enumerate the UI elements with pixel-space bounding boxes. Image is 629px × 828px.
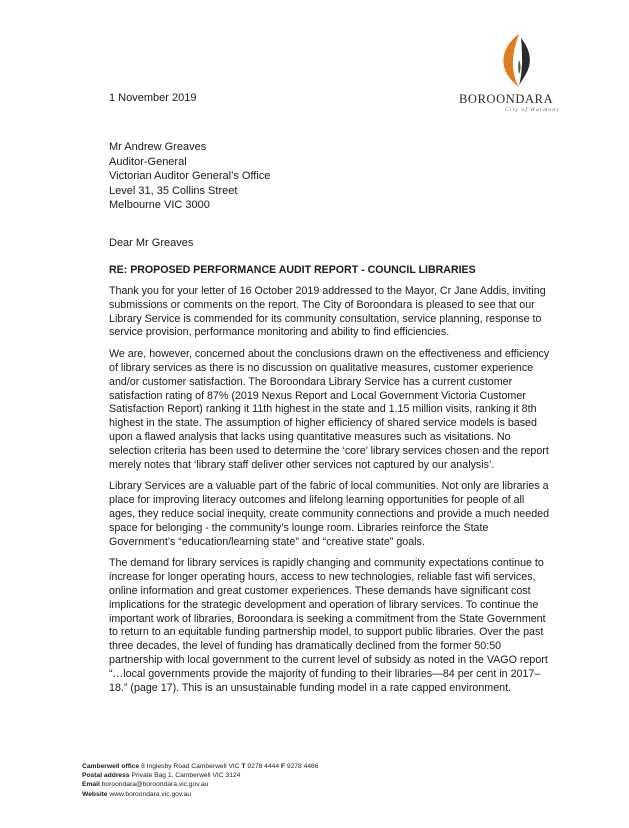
footer-email-link[interactable]: boroondara@boroondara.vic.gov.au xyxy=(101,781,209,789)
recipient-organisation: Victorian Auditor General’s Office xyxy=(109,170,271,183)
logo-tagline: City of Harmony xyxy=(505,107,560,113)
footer-website-line: Website www.boroondara.vic.gov.au xyxy=(82,790,192,798)
body-paragraph: The demand for library services is rapidly changing and community expectations continue to increase for longer operating hours, access to new technologies, reliable fast wifi services, online information and great customer experiences. These demands have significant cost implications for the strategic development and operation of library services. To continue the important work of libraries, Boroondara is seeking a commitment from the State Government to return to an equitable funding partnership model, to support public libraries. Over the past three decades, the level of funding has dramatically declined from the former 50:50 partnership with local government to the current level of subsidy as noted in the VAGO report “…local governments provide the majority of funding to their libraries—84 per cent in 2017–18.” (page 17). This is an unsustainable funding model in a rate capped environment. xyxy=(109,557,548,694)
footer-website-link[interactable]: www.boroondara.vic.gov.au xyxy=(109,790,192,798)
recipient-address xyxy=(109,140,270,213)
body-paragraph: We are, however, concerned about the conclusions drawn on the effectiveness and efficiency of library services as there is no discussion on qualitative measures, customer experience and/or customer satisfaction. The Boroondara Library Service has a current customer satisfaction rating of 87% (2019 Nexus Report and Local Government Victoria Customer Satisfaction Report) ranking it 11th highest in the state and 1.15 million visits, ranking it 8th highest in the state. The assumption of higher efficiency of shared service models is based upon a flawed analysis that lacks using quantitative measures such as visitations. No selection criteria has been used to determine the ‘core’ library services chosen and the report merely notes that ‘library staff deliver other services not captured by our analysis’. xyxy=(109,348,550,471)
logo-wordmark: BOROONDARA xyxy=(459,92,554,106)
footer-office-line: Camberwell office 8 Inglesby Road Camberwell VIC T 9278 4444 F 9278 4466 xyxy=(82,763,319,770)
recipient-name: Mr Andrew Greaves xyxy=(109,141,207,153)
letter-footer xyxy=(82,762,318,799)
recipient-title: Auditor-General xyxy=(109,155,187,168)
footer-email-line: Email boroondara@boroondara.vic.gov.au xyxy=(82,781,209,789)
subject-heading: RE: PROPOSED PERFORMANCE AUDIT REPORT - COUNCIL LIBRARIES xyxy=(109,264,476,276)
letter-date: 1 November 2019 xyxy=(109,92,197,104)
body-paragraph: Library Services are a valuable part of the fabric of local communities. Not only are libraries a place for improving literacy outcomes and lifelong learning opportunities for people of all ages, they reduce social inequity, create community connections and provide a much needed space for belonging - the community’s lounge room. Libraries reinforce the State Government’s “education/learning state” and “creative state” goals. xyxy=(109,480,550,548)
salutation: Dear Mr Greaves xyxy=(109,237,194,249)
body-paragraph: Thank you for your letter of 16 October 2019 addressed to the Mayor, Cr Jane Addis, inviting submissions or comments on the report. The City of Boroondara is pleased to see that our Library Service is commended for its community consultation, service planning, response to service provision, performance monitoring and ability to find efficiencies. xyxy=(109,285,546,339)
boroondara-flame-logo-icon xyxy=(489,30,545,90)
footer-postal-line: Postal address Private Bag 1, Camberwell VIC 3124 xyxy=(82,772,241,780)
recipient-city: Melbourne VIC 3000 xyxy=(109,199,210,212)
letter-body xyxy=(109,285,550,703)
council-logo xyxy=(459,30,577,113)
recipient-street: Level 31, 35 Collins Street xyxy=(109,184,238,197)
